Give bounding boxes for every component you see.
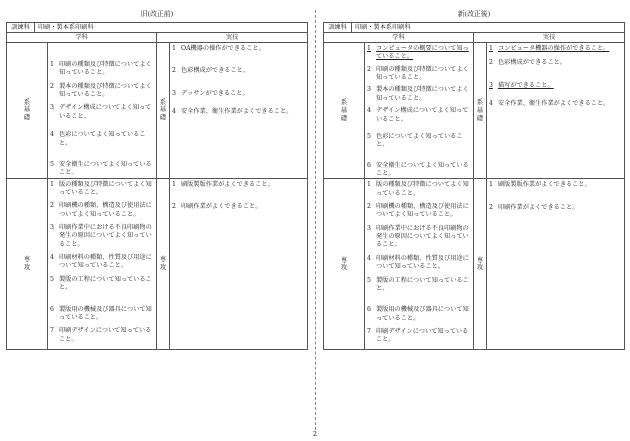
old-panel bbox=[6, 6, 308, 350]
list-item: 1 版の種類及び特徴についてよく知っていること。 bbox=[367, 181, 469, 197]
curriculum-table bbox=[6, 22, 308, 350]
list-item: 1 刷版製版作業がよくできること。 bbox=[172, 180, 274, 188]
list-item: 2 製本の種類及び特徴についてよく知っていること。 bbox=[50, 82, 152, 99]
subject-list bbox=[48, 178, 157, 349]
practice-list bbox=[170, 178, 308, 349]
page-number: 2 bbox=[312, 430, 318, 438]
list-item: 4 印刷材料の種類、性質及び用途について知っていること。 bbox=[367, 254, 469, 271]
header-value: 印刷・製本系印刷科 bbox=[352, 23, 625, 33]
list-item: 6 製版用の機械及び器具について知っていること。 bbox=[50, 305, 152, 321]
list-item: 3 デッサンができること。 bbox=[172, 89, 249, 97]
list-item: 2 印刷の種類及び特徴についてよく知っていること。 bbox=[367, 65, 469, 82]
curriculum-table bbox=[323, 22, 625, 350]
section-label-basic-practice: 系基礎 bbox=[157, 43, 170, 179]
list-item: 3 印刷作業中における不良印刷物の発生の原因についてよく知っていること。 bbox=[367, 224, 469, 249]
list-item: 2 印刷機の種類、構造及び使用法についてよく知っていること。 bbox=[367, 203, 469, 219]
practice-list bbox=[170, 43, 308, 179]
list-item: 4 安全作業、衛生作業がよくできること。 bbox=[489, 100, 610, 108]
list-item: 4 デザイン構成についてよく知っていること。 bbox=[367, 107, 469, 123]
list-item: 6 安全衛生についてよく知っていること。 bbox=[367, 161, 469, 177]
list-item: 1 刷版製版作業がよくできること。 bbox=[489, 181, 591, 189]
list-item: 3 印刷作業中における不良印刷物の発生の原因についてよく知っていること。 bbox=[50, 224, 152, 248]
list-item: 1 印刷の種類及び特徴についてよく知っていること。 bbox=[50, 61, 152, 77]
list-item: 7 印刷デザインについて知っていること。 bbox=[367, 327, 469, 344]
list-item: 2 色彩構成ができること。 bbox=[172, 67, 250, 75]
practice-list bbox=[487, 179, 625, 350]
practice-column-header: 実技 bbox=[157, 33, 308, 43]
list-item: 1 OA機器の操作ができること。 bbox=[172, 45, 265, 52]
list-item: 6 製版用の機械及び器具について知っていること。 bbox=[367, 306, 469, 322]
section-label-basic: 系基礎 bbox=[324, 43, 365, 179]
list-item: 7 印刷デザインについて知っていること。 bbox=[50, 327, 152, 343]
section-label-major-practice: 専攻 bbox=[474, 179, 487, 350]
section-label-major: 専攻 bbox=[7, 178, 48, 349]
list-item: 5 色彩についてよく知っていること。 bbox=[367, 132, 463, 149]
list-item: 2 印刷作業がよくできること。 bbox=[489, 203, 579, 211]
list-item: 3 描写ができること。 bbox=[489, 81, 554, 89]
list-item: 2 印刷作業がよくできること。 bbox=[172, 202, 262, 210]
subject-list bbox=[365, 179, 474, 350]
list-item: 4 印刷材料の種類、性質及び用途について知っていること。 bbox=[50, 254, 152, 270]
section-label-major: 専攻 bbox=[324, 179, 365, 350]
panel-title: 旧(改正前) bbox=[140, 10, 174, 18]
list-item: 2 印刷機の種類、構造及び使用法についてよく知っていること。 bbox=[50, 202, 152, 218]
panel-divider bbox=[315, 10, 316, 430]
section-label-basic: 系基礎 bbox=[7, 43, 48, 179]
list-item: 4 色彩についてよく知っていること。 bbox=[50, 131, 146, 147]
list-item: 1 コンピュータの概要について知っていること。 bbox=[367, 45, 469, 61]
section-label-basic-practice: 系基礎 bbox=[474, 43, 487, 179]
panel-title: 新(改正後) bbox=[457, 10, 491, 18]
section-label-major-practice: 専攻 bbox=[157, 178, 170, 349]
list-item: 5 安全衛生についてよく知っていること。 bbox=[50, 160, 152, 177]
header-value: 印刷・製本系印刷科 bbox=[35, 23, 308, 33]
list-item: 2 色彩構成ができること。 bbox=[489, 59, 567, 67]
subject-list bbox=[365, 43, 474, 179]
list-item: 1 版の種類及び特徴についてよく知っていること。 bbox=[50, 180, 152, 196]
list-item: 3 デザイン構成についてよく知っていること。 bbox=[50, 104, 152, 120]
list-item: 4 安全作業、衛生作業がよくできること。 bbox=[172, 108, 293, 116]
subject-list bbox=[48, 43, 157, 179]
list-item: 5 製版の工程について知っていること。 bbox=[367, 276, 469, 292]
practice-column-header: 実技 bbox=[474, 33, 625, 43]
header-label: 訓練科 bbox=[324, 23, 352, 33]
subject-column-header: 学科 bbox=[324, 33, 474, 43]
header-label: 訓練科 bbox=[7, 23, 35, 33]
list-item: 3 製本の種類及び特徴についてよく知っていること。 bbox=[367, 86, 469, 102]
practice-list bbox=[487, 43, 625, 179]
list-item: 5 製版の工程について知っていること。 bbox=[50, 275, 152, 292]
subject-column-header: 学科 bbox=[7, 33, 157, 43]
list-item: 1 コンピュータ機器の操作ができること。 bbox=[489, 45, 610, 52]
new-panel bbox=[323, 6, 625, 350]
